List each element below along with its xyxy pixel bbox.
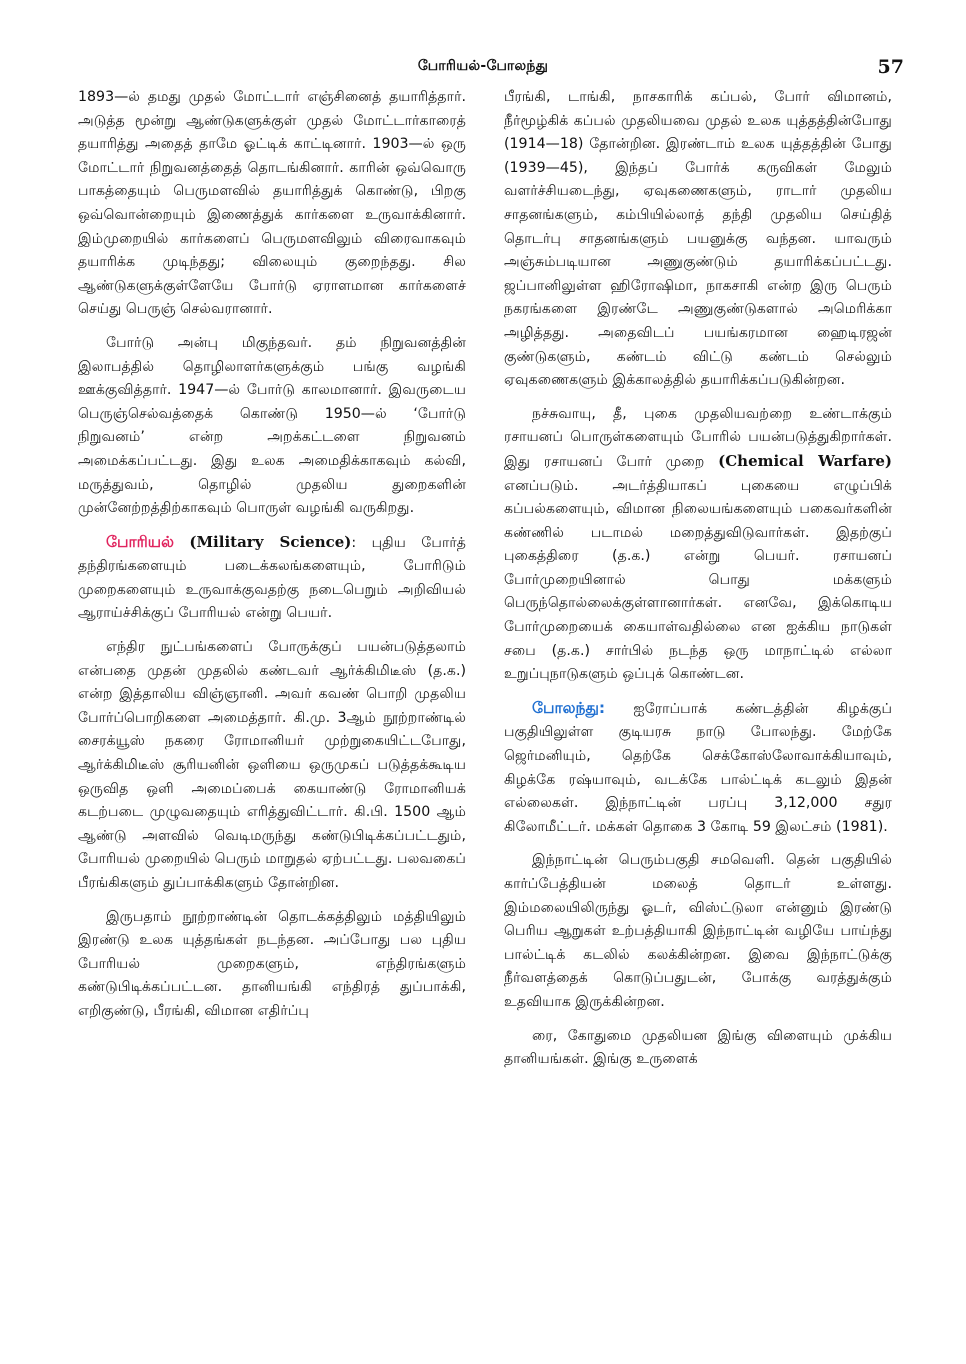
paragraph-chemical-warfare: [504, 403, 892, 687]
running-head: போரியல்-போலந்து: [417, 58, 549, 74]
paragraph-ford-foundation: போர்டு அன்பு மிகுந்தவர். தம் நிறுவனத்தின் இலாபத்தில் தொழிலாளர்களுக்கும் பங்கு வழங்கி ஊக்குவித்தார். 1947—ல் போர்டு காலமானார். இவருடைய பெருஞ்செல்வத்தைக் கொண்டு 1950—ல் ‘போர்டு நிறுவனம்’ என்ற அறக்கட்டளை நிறுவனம் அமைக்கப்பட்டது. இது உலக அமைதிக்காகவும் கல்வி, மருத்துவம், தொழில் முதலிய துறைகளின் முன்னேற்றத்திற்காகவும் பொருள் வழங்கி வருகிறது.: [78, 334, 466, 517]
right-column: [504, 86, 892, 1326]
paragraph-poland-geography: இந்நாட்டின் பெரும்பகுதி சமவெளி. தென் பகுதியில் கார்ப்பேத்தியன் மலைத் தொடர் உள்ளது. இம்மலையிலிருந்து ஓடர், விஸ்ட்டுலா என்னும் இரண்டு பெரிய ஆறுகள் உற்பத்தியாகி இந்நாட்டின் வழியே பாய்ந்து பால்ட்டிக் கடலில் கலக்கின்றன. இவை இந்நாட்டுக்கு நீர்வளத்தைக் கொடுப்பதுடன், போக்கு வரத்துக்கும் உதவியாக இருக்கின்றன.: [504, 852, 892, 1010]
entry-military-science: [78, 531, 466, 626]
paragraph-ford-cars: 1893—ல் தமது முதல் மோட்டார் எஞ்சினைத் தயாரித்தார். அடுத்த மூன்று ஆண்டுகளுக்குள் முதல் மோட்டார்காரைத் தயாரித்து அதைத் தாமே ஓட்டிக் காட்டினார். 1903—ல் ஒரு மோட்டார் நிறுவனத்தைத் தொடங்கினார். காரின் ஒவ்வொரு பாகத்தையும் பெருமளவில் தயாரித்துக் கொண்டு, பிறகு ஒவ்வொன்றையும் இணைத்துக் கார்களை உருவாக்கினார். இம்முறையில் கார்களைப் பெருமளவிலும் விரைவாகவும் தயாரிக்க முடிந்தது; விலையும் குறைந்தது. சில ஆண்டுகளுக்குள்ளேயே போர்டு ஏராளமான கார்களைச் செய்து பெருஞ் செல்வரானார்.: [78, 89, 466, 318]
paragraph-poland-crops: ரை, கோதுமை முதலியன இங்கு விளையும் முக்கிய தானியங்கள். இங்கு உருளைக்: [504, 1027, 892, 1068]
paragraph-archimedes: எந்திர நுட்பங்களைப் போருக்குப் பயன்படுத்தலாம் என்பதை முதன் முதலில் கண்டவர் ஆர்க்கிமிடீஸ் (த.க.) என்ற இத்தாலிய விஞ்ஞானி. அவர் கவண் பொறி முதலிய போர்ப்பொறிகளை அமைத்தார். கி.மு. 3ஆம் நூற்றாண்டில் சைரக்யூஸ் நகரை ரோமானியர் முற்றுகையிட்டபோது, ஆர்க்கிமிடீஸ் சூரியனின் ஒளியை ஒருமுகப் படுத்தக்கூடிய ஒருவித ஒளி அமைப்பைக் கையாண்டு ரோமானியக் கடற்படை முழுவதையும் எரித்துவிட்டார். கி.பி. 1500 ஆம் ஆண்டு அளவில் வெடிமருந்து கண்டுபிடிக்கப்பட்டதும், போரியல் முறையில் பெரும் மாறுதல் ஏற்பட்டது. பலவகைப் பீரங்கிகளும் துப்பாக்கிகளும் தோன்றின.: [78, 639, 466, 891]
headword-poland: போலந்து:: [532, 698, 606, 717]
latin-term-chemical-warfare: (Chemical Warfare): [718, 451, 892, 470]
latin-term-military-science: (Military Science): [189, 532, 352, 551]
chemical-warfare-text-b: எனப்படும். அடர்த்தியாகப் புகையை எழுப்பிக் கப்பல்களையும், விமான நிலையங்களையும் பகைவர்களின் கண்ணில் படாமல் மறைத்துவிடுவார்கள். இதற்குப் புகைத்திரை (த.க.) என்று பெயர். ரசாயனப் போர்முறையினால் பொது மக்களும் பெருந்தொல்லைக்குள்ளானார்கள். எனவே, இக்கொடிய போர்முறையைக் கையாள்வதில்லை என ஐக்கிய நாடுகள் சபை (த.க.) சார்பில் நடந்த ஒரு மாநாட்டில் எல்லா உறுப்புநாடுகளும் ஒப்புக் கொண்டன.: [504, 477, 892, 683]
left-column: [78, 86, 466, 1326]
page-number: 57: [877, 56, 904, 78]
entry-poland-definition: ஐரோப்பாக் கண்டத்தின் கிழக்குப் பகுதியிலுள்ள குடியரசு நாடு போலந்து. மேற்கே ஜெர்மனியும், தெற்கே செக்கோஸ்லோவாக்கியாவும், கிழக்கே ரஷ்யாவும், வடக்கே பால்ட்டிக் கடலும் இதன் எல்லைகள். இந்நாட்டின் பரப்பு 3,12,000 சதுர கிலோமீட்டர். மக்கள் தொகை 3 கோடி 59 இலட்சம் (1981).: [504, 700, 892, 835]
chemical-warfare-text-a: நச்சுவாயு, தீ, புகை முதலியவற்றை உண்டாக்கும் ரசாயனப் பொருள்களையும் போரில் பயன்படுத்துகிறார்கள். இது ரசாயனப் போர் முறை: [504, 405, 892, 470]
paragraph-world-wars: இருபதாம் நூற்றாண்டின் தொடக்கத்திலும் மத்தியிலும் இரண்டு உலக யுத்தங்கள் நடந்தன. அப்போது பல புதிய போரியல் முறைகளும், எந்திரங்களும் கண்டுபிடிக்கப்பட்டன. தானியங்கி எந்திரத் துப்பாக்கி, எறிகுண்டு, பீரங்கி, விமான எதிர்ப்பு: [78, 908, 466, 1019]
headword-military-science: போரியல்: [106, 532, 174, 551]
paragraph-modern-weapons: பீரங்கி, டாங்கி, நாசகாரிக் கப்பல், போர் விமானம், நீர்மூழ்கிக் கப்பல் முதலியவை முதல் உலக யுத்தத்தின்போது (1914—18) தோன்றின. இரண்டாம் உலக யுத்தத்தின் போது (1939—45), இந்தப் போர்க் கருவிகள் மேலும் வளர்ச்சியடைந்து, ஏவுகணைகளும், ராடார் முதலிய சாதனங்களும், கம்பியில்லாத் தந்தி முதலிய செய்தித் தொடர்பு சாதனங்களும் பயனுக்கு வந்தன. யாவரும் அஞ்சும்படியான அணுகுண்டும் தயாரிக்கப்பட்டது. ஜப்பானிலுள்ள ஹிரோஷிமா, நாகசாகி என்ற இரு பெரும் நகரங்களை இரண்டே அணுகுண்டுகளால் அமெரிக்கா அழித்தது. அதைவிடப் பயங்கரமான ஹைடிரஜன் குண்டுகளும், கண்டம் விட்டு கண்டம் செல்லும் ஏவுகணைகளும் இக்காலத்தில் தயாரிக்கப்படுகின்றன.: [504, 89, 892, 389]
entry-poland: [504, 697, 892, 840]
entry-definition: : புதிய போர்த் தந்திரங்களையும் படைக்கலங்களையும், போரிடும் முறைகளையும் உருவாக்குவதற்கு நடைபெறும் அறிவியல் ஆராய்ச்சிக்குப் போரியல் என்று பெயர்.: [78, 534, 466, 622]
